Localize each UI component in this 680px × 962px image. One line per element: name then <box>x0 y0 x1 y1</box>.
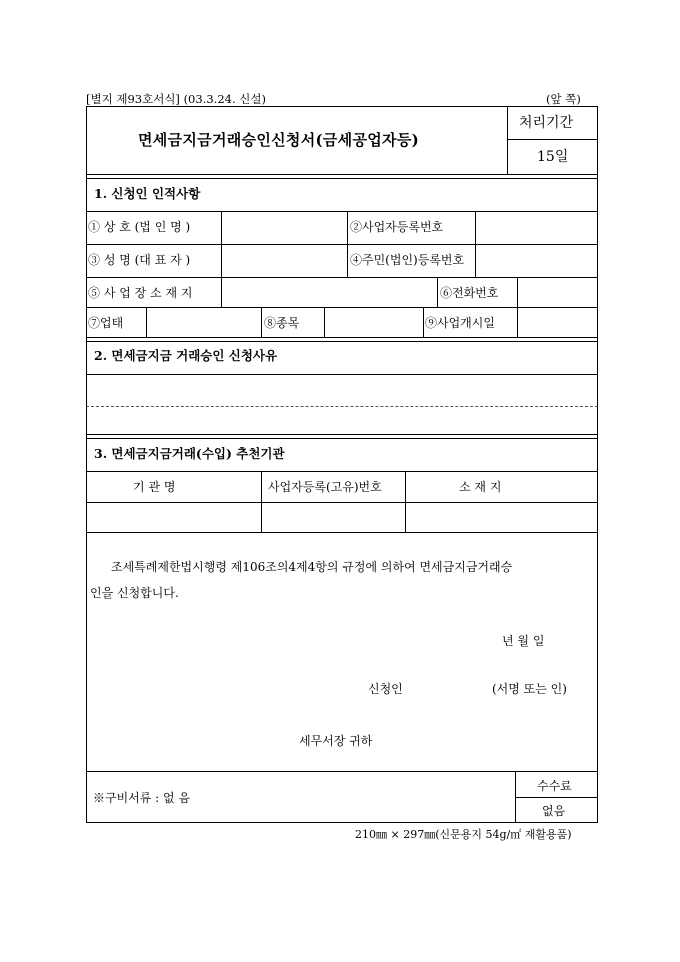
company-name-label: ① 상 호 (법 인 명 ) <box>88 220 191 234</box>
business-address-label: ⑤ 사 업 장 소 재 지 <box>88 286 193 300</box>
fee-label: 수수료 <box>537 779 572 793</box>
signature-label: (서명 또는 인) <box>492 682 567 696</box>
form-title: 면세금지금거래승인신청서(금세공업자등) <box>138 131 420 149</box>
required-documents: ※구비서류 : 없 음 <box>93 791 191 805</box>
application-date: 년 월 일 <box>502 634 545 648</box>
phone-label: ⑥전화번호 <box>440 286 499 300</box>
phone-field[interactable] <box>518 278 597 307</box>
resident-no-label: ④주민(법인)등록번호 <box>350 253 465 267</box>
representative-field[interactable] <box>222 245 347 276</box>
section2-heading: 2. 면세금지금 거래승인 신청사유 <box>94 348 278 363</box>
start-date-field[interactable] <box>518 308 597 337</box>
business-type-label: ⑦업태 <box>88 316 124 330</box>
institution-name-field[interactable] <box>87 503 261 532</box>
paper-specification: 210㎜ × 297㎜(신문용지 54g/㎡ 재활용품) <box>355 828 572 841</box>
business-address-field[interactable] <box>222 278 437 307</box>
item-field[interactable] <box>325 308 423 337</box>
applicant-label: 신청인 <box>368 682 403 696</box>
processing-period-value: 15일 <box>537 149 569 165</box>
representative-label: ③ 성 명 (대 표 자 ) <box>88 253 191 267</box>
business-type-field[interactable] <box>147 308 261 337</box>
reason-line-1[interactable] <box>87 375 597 405</box>
section3-heading: 3. 면세금지금거래(수입) 추천기관 <box>94 446 285 461</box>
column-institution-name: 기 관 명 <box>133 480 176 494</box>
company-name-field[interactable] <box>222 212 347 243</box>
column-registration-no: 사업자등록(고유)번호 <box>268 480 382 494</box>
biz-reg-no-label: ②사업자등록번호 <box>350 220 444 234</box>
registration-no-field[interactable] <box>262 503 405 532</box>
page-side-label: (앞 쪽) <box>546 92 581 106</box>
location-field[interactable] <box>406 503 597 532</box>
reason-line-2[interactable] <box>87 407 597 434</box>
resident-no-field[interactable] <box>476 245 597 276</box>
column-location: 소 재 지 <box>459 480 502 494</box>
declaration-text-line1: 조세특례제한법시행령 제106조의4제4항의 규정에 의하여 면세금지금거래승 <box>111 560 513 574</box>
processing-period-label: 처리기간 <box>519 115 574 131</box>
start-date-label: ⑨사업개시일 <box>425 316 495 330</box>
item-label: ⑧종목 <box>264 316 300 330</box>
fee-value: 없음 <box>542 804 566 818</box>
declaration-text-line2: 인을 신청합니다. <box>90 586 179 600</box>
biz-reg-no-field[interactable] <box>476 212 597 243</box>
addressee: 세무서장 귀하 <box>299 734 373 748</box>
form-reference: [별지 제93호서식] (03.3.24. 신설) <box>86 92 266 106</box>
section1-heading: 1. 신청인 인적사항 <box>94 186 201 201</box>
